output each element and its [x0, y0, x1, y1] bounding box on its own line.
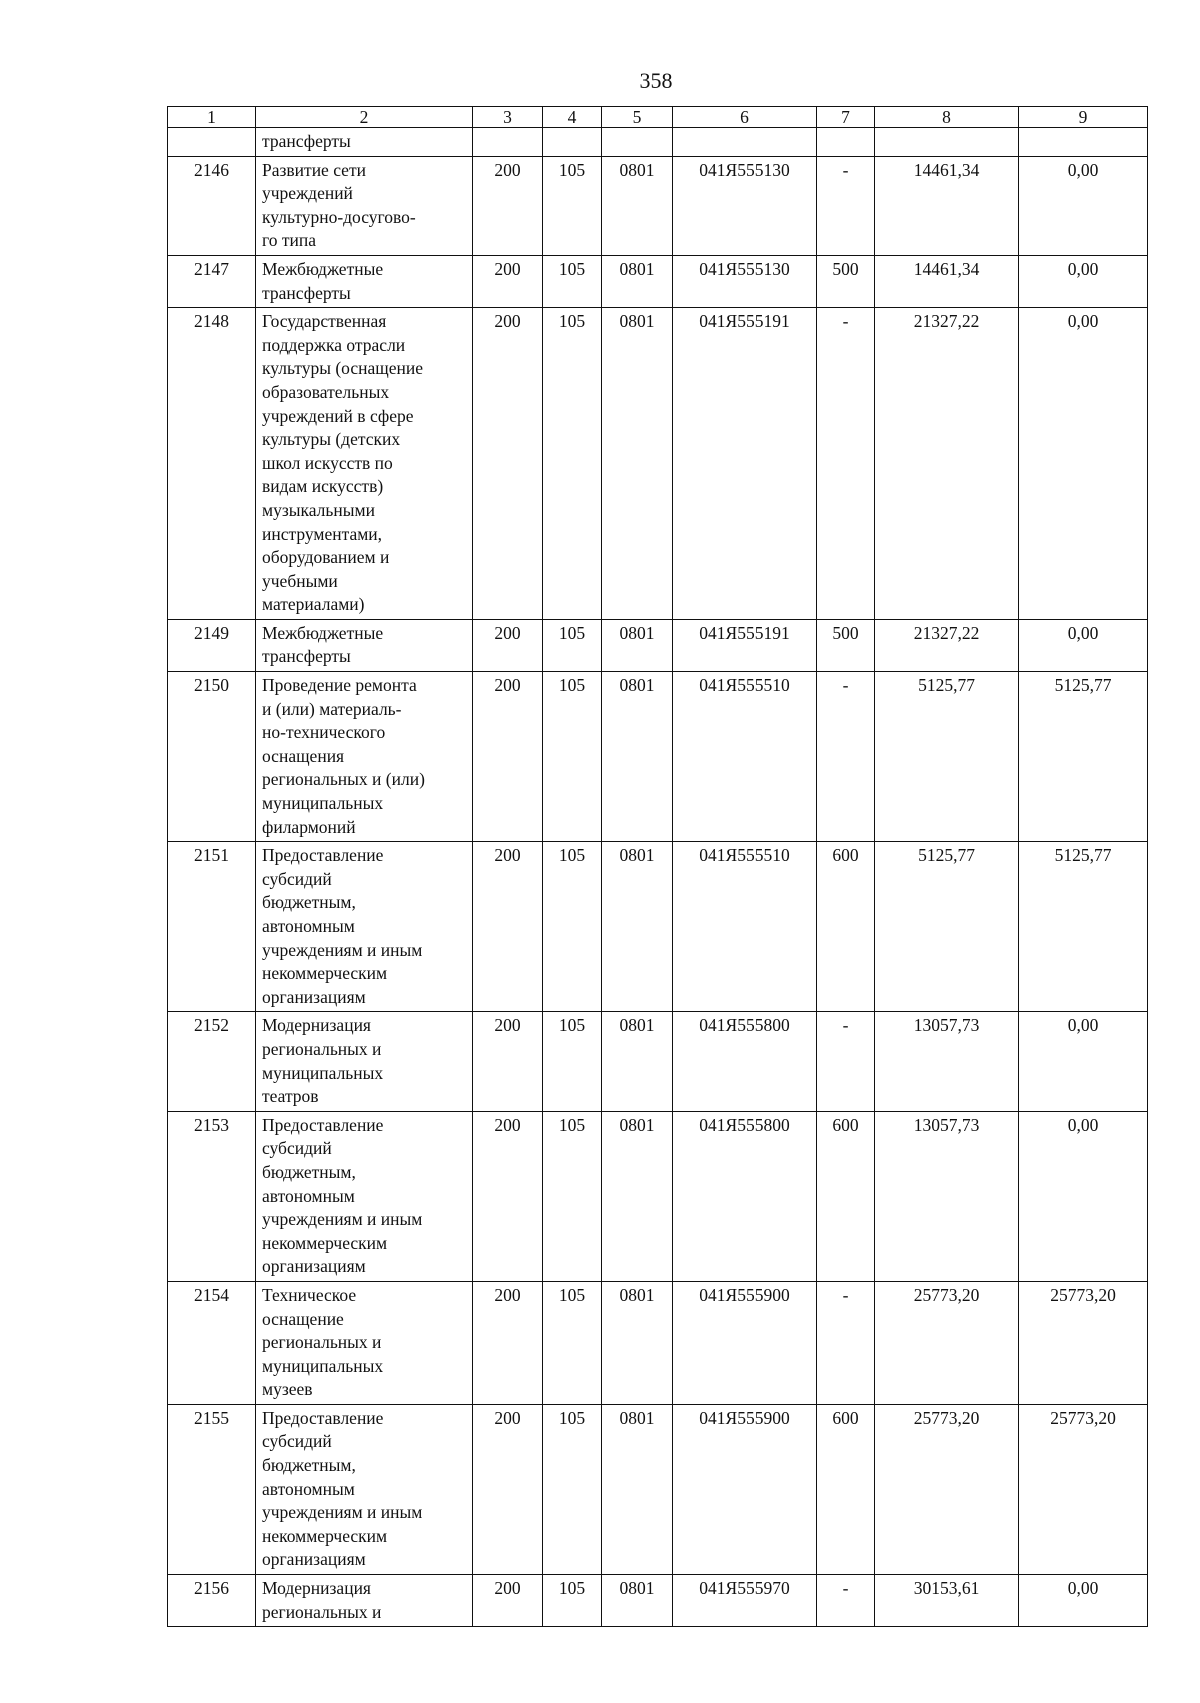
amount-cell: 0,00 — [1019, 619, 1148, 671]
amount-cell: 0,00 — [1019, 156, 1148, 255]
code-cell: 200 — [473, 156, 543, 255]
section-code-cell: 0801 — [602, 842, 673, 1012]
item-name-line: региональных и (или) — [262, 769, 425, 790]
item-name-line: бюджетным, — [262, 892, 356, 913]
code-cell: 200 — [473, 308, 543, 620]
item-name-line: поддержка отрасли — [262, 334, 406, 355]
table-row — [168, 672, 1148, 842]
table-row — [168, 1404, 1148, 1574]
table-row — [168, 1111, 1148, 1281]
item-name-line: оборудованием и — [262, 547, 390, 568]
column-header: 4 — [543, 107, 602, 128]
expense-type-cell: 600 — [817, 1404, 875, 1574]
target-article-cell: 041Я555510 — [673, 672, 817, 842]
section-code-cell: 0801 — [602, 255, 673, 307]
item-name-line: Предоставление — [262, 1114, 384, 1135]
amount-cell: 25773,20 — [875, 1404, 1019, 1574]
budget-table — [167, 106, 1148, 1627]
item-name-cell — [256, 1404, 473, 1574]
item-name-line: Государственная — [262, 311, 387, 332]
amount-cell: 0,00 — [1019, 1012, 1148, 1111]
item-name-line: Модернизация — [262, 1578, 371, 1599]
expense-type-cell: - — [817, 156, 875, 255]
column-header: 2 — [256, 107, 473, 128]
item-name-line: но-технического — [262, 722, 386, 743]
column-header: 9 — [1019, 107, 1148, 128]
code-cell: 105 — [543, 1281, 602, 1404]
code-cell: 200 — [473, 1575, 543, 1627]
item-name-cell — [256, 156, 473, 255]
item-name-line: региональных и — [262, 1601, 382, 1622]
expense-type-cell — [817, 128, 875, 157]
item-name-line: видам искусств) — [262, 476, 384, 497]
amount-cell: 13057,73 — [875, 1012, 1019, 1111]
item-name-line: трансферты — [262, 282, 351, 303]
item-name-line: музыкальными — [262, 499, 375, 520]
code-cell: 200 — [473, 1404, 543, 1574]
column-header: 8 — [875, 107, 1019, 128]
amount-cell: 25773,20 — [1019, 1281, 1148, 1404]
row-number-cell — [168, 128, 256, 157]
expense-type-cell: - — [817, 308, 875, 620]
amount-cell: 0,00 — [1019, 1111, 1148, 1281]
row-number-cell: 2154 — [168, 1281, 256, 1404]
item-name-line: инструментами, — [262, 523, 383, 544]
amount-cell: 0,00 — [1019, 308, 1148, 620]
code-cell: 105 — [543, 842, 602, 1012]
expense-type-cell: - — [817, 672, 875, 842]
item-name-line: организациям — [262, 986, 366, 1007]
amount-cell: 30153,61 — [875, 1575, 1019, 1627]
code-cell: 200 — [473, 619, 543, 671]
row-number-cell: 2155 — [168, 1404, 256, 1574]
item-name-line: трансферты — [262, 646, 351, 667]
column-header: 7 — [817, 107, 875, 128]
item-name-line: театров — [262, 1086, 319, 1107]
expense-type-cell: - — [817, 1012, 875, 1111]
item-name-line: автономным — [262, 916, 355, 936]
code-cell: 105 — [543, 156, 602, 255]
item-name-line: организациям — [262, 1549, 366, 1570]
item-name-line: трансферты — [262, 131, 351, 151]
item-name-cell — [256, 1281, 473, 1404]
item-name-cell — [256, 842, 473, 1012]
target-article-cell: 041Я555130 — [673, 255, 817, 307]
item-name-line: Модернизация — [262, 1015, 371, 1036]
amount-cell: 0,00 — [1019, 1575, 1148, 1627]
code-cell: 200 — [473, 1281, 543, 1404]
item-name-line: региональных и — [262, 1038, 382, 1059]
section-code-cell: 0801 — [602, 156, 673, 255]
amount-cell: 25773,20 — [875, 1281, 1019, 1404]
item-name-line: учреждениям и иным — [262, 1209, 423, 1230]
item-name-line: Межбюджетные — [262, 622, 384, 643]
target-article-cell: 041Я555970 — [673, 1575, 817, 1627]
item-name-line: бюджетным, — [262, 1161, 356, 1182]
amount-cell: 13057,73 — [875, 1111, 1019, 1281]
item-name-line: го типа — [262, 230, 317, 251]
item-name-line: учебными — [262, 570, 338, 591]
row-number-cell: 2153 — [168, 1111, 256, 1281]
target-article-cell: 041Я555800 — [673, 1012, 817, 1111]
amount-cell: 21327,22 — [875, 308, 1019, 620]
amount-cell — [1019, 128, 1148, 157]
item-name-line: субсидий — [262, 868, 332, 889]
code-cell: 105 — [543, 308, 602, 620]
item-name-line: учреждений в сфере — [262, 405, 414, 426]
code-cell: 200 — [473, 672, 543, 842]
code-cell: 105 — [543, 1575, 602, 1627]
code-cell: 105 — [543, 672, 602, 842]
section-code-cell: 0801 — [602, 1111, 673, 1281]
row-number-cell: 2148 — [168, 308, 256, 620]
item-name-line: и (или) материаль- — [262, 698, 402, 719]
item-name-line: Предоставление — [262, 845, 384, 866]
table-row — [168, 156, 1148, 255]
section-code-cell: 0801 — [602, 1575, 673, 1627]
code-cell: 200 — [473, 1012, 543, 1111]
section-code-cell: 0801 — [602, 308, 673, 620]
table-body — [168, 107, 1148, 1627]
expense-type-cell: 500 — [817, 255, 875, 307]
column-number-row — [168, 107, 1148, 128]
target-article-cell: 041Я555800 — [673, 1111, 817, 1281]
row-number-cell: 2151 — [168, 842, 256, 1012]
table-row — [168, 1281, 1148, 1404]
row-number-cell: 2152 — [168, 1012, 256, 1111]
item-name-line: учреждениям и иным — [262, 939, 423, 960]
code-cell: 105 — [543, 619, 602, 671]
code-cell: 105 — [543, 1111, 602, 1281]
amount-cell: 14461,34 — [875, 255, 1019, 307]
item-name-line: школ искусств по — [262, 452, 393, 473]
table-row — [168, 1012, 1148, 1111]
item-name-line: некоммерческим — [262, 1232, 388, 1253]
target-article-cell: 041Я555510 — [673, 842, 817, 1012]
item-name-cell — [256, 1575, 473, 1627]
table-row — [168, 619, 1148, 671]
code-cell: 200 — [473, 1111, 543, 1281]
target-article-cell: 041Я555900 — [673, 1404, 817, 1574]
expense-type-cell: 600 — [817, 1111, 875, 1281]
item-name-line: оснащения — [262, 745, 345, 766]
amount-cell: 5125,77 — [1019, 842, 1148, 1012]
item-name-line: автономным — [262, 1478, 355, 1499]
table-row — [168, 1575, 1148, 1627]
target-article-cell — [673, 128, 817, 157]
code-cell: 200 — [473, 842, 543, 1012]
item-name-line: Техническое — [262, 1284, 357, 1305]
item-name-line: культуры (детских — [262, 429, 401, 450]
amount-cell: 21327,22 — [875, 619, 1019, 671]
item-name-line: региональных и — [262, 1332, 382, 1353]
expense-type-cell: - — [817, 1575, 875, 1627]
target-article-cell: 041Я555191 — [673, 619, 817, 671]
target-article-cell: 041Я555191 — [673, 308, 817, 620]
item-name-line: филармоний — [262, 816, 356, 837]
table-row — [168, 255, 1148, 307]
item-name-line: автономным — [262, 1185, 355, 1206]
item-name-line: муниципальных — [262, 793, 384, 814]
item-name-cell — [256, 1012, 473, 1111]
amount-cell: 5125,77 — [875, 842, 1019, 1012]
amount-cell — [875, 128, 1019, 157]
item-name-line: муниципальных — [262, 1062, 384, 1083]
item-name-line: учреждений — [262, 183, 353, 204]
row-number-cell: 2147 — [168, 255, 256, 307]
amount-cell: 14461,34 — [875, 156, 1019, 255]
column-header: 6 — [673, 107, 817, 128]
item-name-line: культурно-досугово- — [262, 206, 416, 227]
item-name-line: бюджетным, — [262, 1455, 356, 1476]
amount-cell: 5125,77 — [1019, 672, 1148, 842]
row-number-cell: 2156 — [168, 1575, 256, 1627]
item-name-line: некоммерческим — [262, 963, 388, 984]
column-header: 1 — [168, 107, 256, 128]
section-code-cell: 0801 — [602, 672, 673, 842]
amount-cell: 5125,77 — [875, 672, 1019, 842]
item-name-cell — [256, 308, 473, 620]
section-code-cell: 0801 — [602, 1404, 673, 1574]
item-name-line: Предоставление — [262, 1407, 384, 1428]
column-header: 5 — [602, 107, 673, 128]
expense-type-cell: 600 — [817, 842, 875, 1012]
code-cell: 200 — [473, 255, 543, 307]
item-name-line: субсидий — [262, 1138, 332, 1159]
item-name-line: муниципальных — [262, 1355, 384, 1376]
row-number-cell: 2150 — [168, 672, 256, 842]
code-cell: 105 — [543, 1012, 602, 1111]
item-name-cell — [256, 128, 473, 157]
amount-cell: 0,00 — [1019, 255, 1148, 307]
item-name-line: оснащение — [262, 1308, 344, 1329]
item-name-line: культуры (оснащение — [262, 358, 423, 379]
item-name-line: организациям — [262, 1256, 366, 1277]
page-number: 358 — [639, 68, 673, 93]
item-name-cell — [256, 619, 473, 671]
expense-type-cell: - — [817, 1281, 875, 1404]
table-row — [168, 308, 1148, 620]
item-name-line: образовательных — [262, 381, 390, 402]
item-name-line: музеев — [262, 1379, 313, 1400]
item-name-line: Межбюджетные — [262, 258, 384, 279]
item-name-line: материалами) — [262, 594, 365, 615]
expense-type-cell: 500 — [817, 619, 875, 671]
code-cell: 105 — [543, 1404, 602, 1574]
item-name-line: Развитие сети — [262, 159, 366, 180]
row-number-cell: 2146 — [168, 156, 256, 255]
target-article-cell: 041Я555130 — [673, 156, 817, 255]
item-name-line: некоммерческим — [262, 1525, 388, 1546]
section-code-cell: 0801 — [602, 619, 673, 671]
code-cell: 105 — [543, 255, 602, 307]
target-article-cell: 041Я555900 — [673, 1281, 817, 1404]
item-name-cell — [256, 1111, 473, 1281]
item-name-line: субсидий — [262, 1431, 332, 1452]
section-code-cell: 0801 — [602, 1281, 673, 1404]
section-code-cell: 0801 — [602, 1012, 673, 1111]
column-header: 3 — [473, 107, 543, 128]
code-cell — [473, 128, 543, 157]
code-cell — [543, 128, 602, 157]
item-name-cell — [256, 255, 473, 307]
table-row — [168, 842, 1148, 1012]
item-name-line: Проведение ремонта — [262, 675, 417, 696]
item-name-cell — [256, 672, 473, 842]
row-number-cell: 2149 — [168, 619, 256, 671]
item-name-line: учреждениям и иным — [262, 1502, 423, 1523]
table-row — [168, 128, 1148, 157]
amount-cell: 25773,20 — [1019, 1404, 1148, 1574]
section-code-cell — [602, 128, 673, 157]
